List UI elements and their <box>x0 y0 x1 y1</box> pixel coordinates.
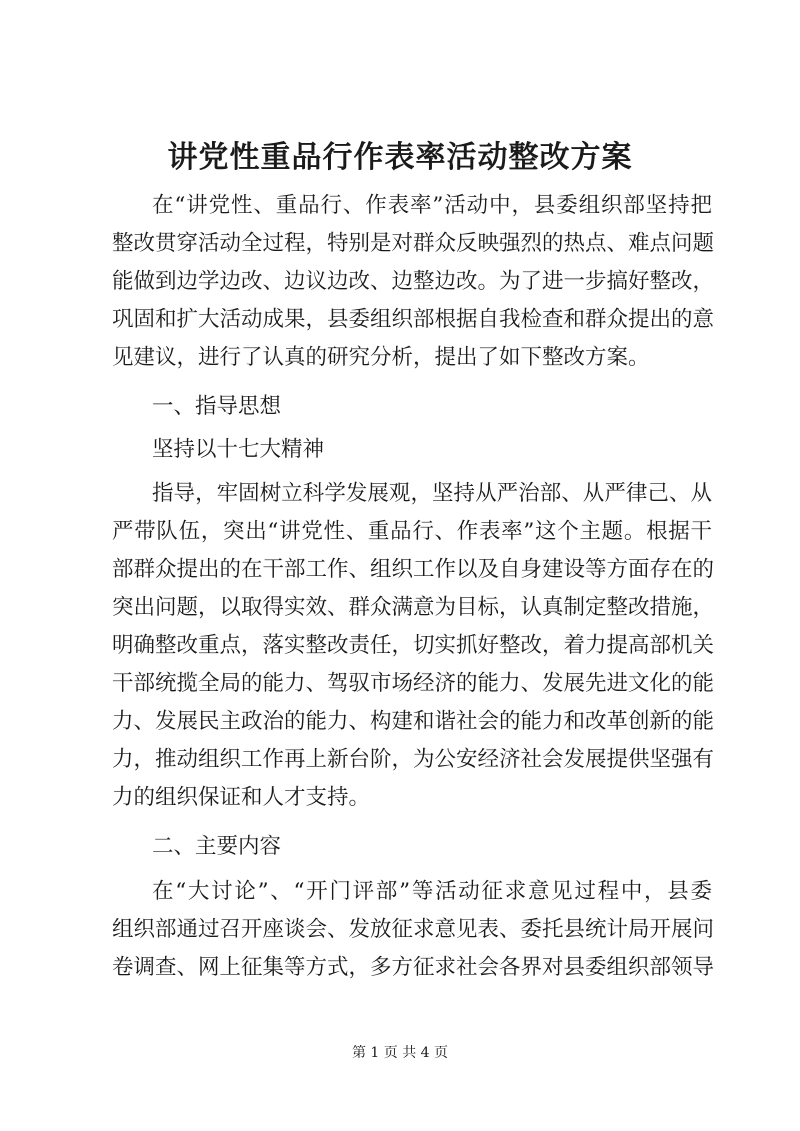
body-line: 力的组织保证和人才支持。 <box>112 785 371 810</box>
body-line: 指导，牢固树立科学发展观，坚持从严治部、从严律己、从 <box>152 481 712 506</box>
section-heading: 一、指导思想 <box>152 394 282 419</box>
body-line: 干部统揽全局的能力、驾驭市场经济的能力、发展先进文化的能 <box>112 671 715 696</box>
body-line: 卷调查、网上征集等方式，多方征求社会各界对县委组织部领导 <box>112 955 715 980</box>
body-line: 严带队伍，突出“讲党性、重品行、作表率”这个主题。根据干 <box>112 519 712 544</box>
body-line: 力，推动组织工作再上新台阶，为公安经济社会发展提供坚强有 <box>112 747 715 772</box>
body-line: 坚持以十七大精神 <box>152 437 325 462</box>
body-line: 整改贯穿活动全过程，特别是对群众反映强烈的热点、难点问题 <box>112 231 715 256</box>
body-line: 突出问题，以取得实效、群众满意为目标，认真制定整改措施， <box>112 595 715 620</box>
body-line: 能做到边学边改、边议边改、边整边改。为了进一步搞好整改， <box>112 269 715 294</box>
body-line: 在“讲党性、重品行、作表率”活动中，县委组织部坚持把 <box>152 193 712 218</box>
body-line: 组织部通过召开座谈会、发放征求意见表、委托县统计局开展问 <box>112 917 715 942</box>
body-line: 巩固和扩大活动成果，县委组织部根据自我检查和群众提出的意 <box>112 307 715 332</box>
body-line: 见建议，进行了认真的研究分析，提出了如下整改方案。 <box>112 345 650 370</box>
body-line: 在“大讨论”、“开门评部”等活动征求意见过程中，县委 <box>152 879 712 904</box>
page-number: 第 1 页 共 4 页 <box>351 1045 449 1061</box>
body-line: 部群众提出的在干部工作、组织工作以及自身建设等方面存在的 <box>112 557 715 582</box>
body-line: 明确整改重点，落实整改责任，切实抓好整改，着力提高部机关 <box>112 633 715 658</box>
section-heading: 二、主要内容 <box>152 834 282 859</box>
body-line: 力、发展民主政治的能力、构建和谐社会的能力和改革创新的能 <box>112 709 715 734</box>
document-title: 讲党性重品行作表率活动整改方案 <box>167 140 633 175</box>
